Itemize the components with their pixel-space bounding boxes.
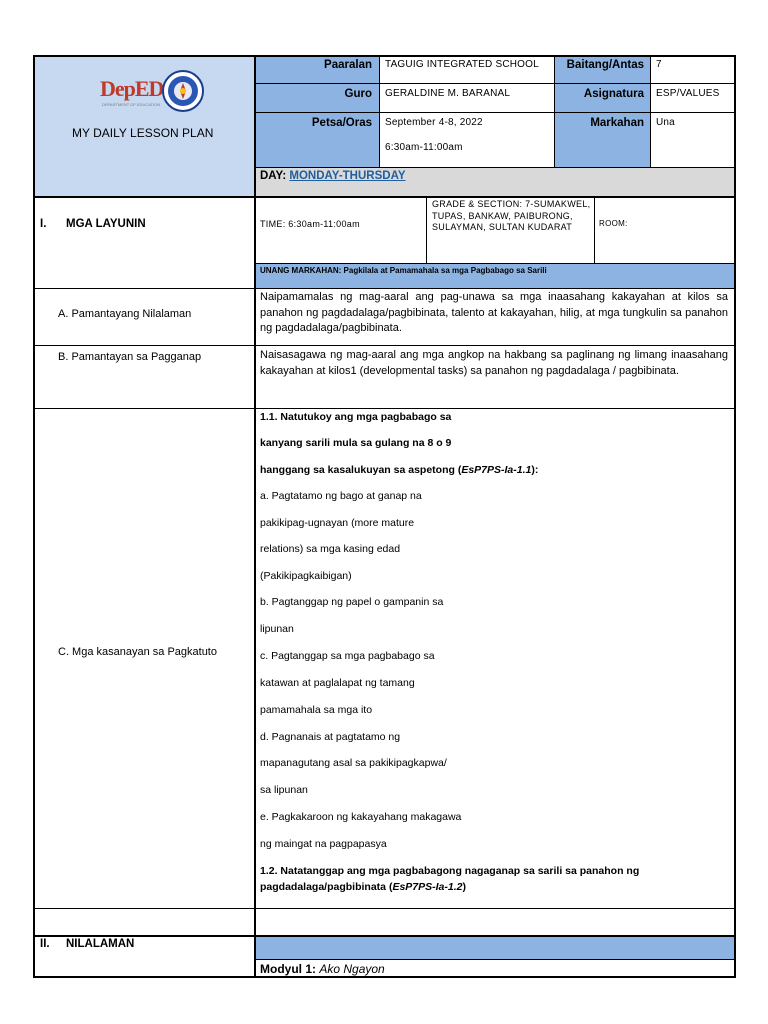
row-divider (33, 908, 736, 909)
school-label: Paaralan (324, 59, 372, 71)
competency-code-1-suffix: ): (531, 464, 539, 476)
competency-line: a. Pagtatamo ng bago at ganap na (260, 490, 422, 502)
competency-line: 1.1. Natutukoy ang mga pagbabago sa (260, 411, 452, 423)
competency-line: ng maingat na pagpapasya (260, 838, 387, 850)
quarter-value: Una (656, 117, 675, 128)
date-value: September 4-8, 2022 (385, 117, 483, 128)
competency-line: pakikipag-ugnayan (more mature (260, 517, 415, 529)
deped-logo-subtext: DEPARTMENT OF EDUCATION (102, 102, 161, 107)
competency-line: 1.2. Natatanggap ang mga pagbabagong nagaganap sa sarili sa panahon ng (260, 865, 640, 877)
competency-line: pamamahala sa mga ito (260, 704, 373, 716)
table-border-bottom (33, 976, 736, 978)
section-1-title: MGA LAYUNIN (66, 218, 146, 230)
plan-title: MY DAILY LESSON PLAN (72, 126, 214, 140)
competency-line: lipunan (260, 623, 294, 635)
deped-seal-icon (162, 70, 204, 112)
table-border-right (734, 55, 736, 978)
room-info: ROOM: (599, 219, 628, 228)
competency-line: d. Pagnanais at pagtatamo ng (260, 731, 401, 743)
row-a-label: A. Pamantayang Nilalaman (58, 308, 192, 320)
date-label: Petsa/Oras (311, 117, 372, 129)
quarter-banner: UNANG MARKAHAN: Pagkilala at Pamamahala sa mga Pagbabago sa Sarili (260, 266, 547, 275)
row-divider (255, 263, 734, 264)
teacher-label: Guro (344, 88, 372, 100)
competency-code-2: EsP7PS-Ia-1.2 (392, 881, 463, 893)
module-label: Modyul 1: (260, 962, 316, 976)
module-title: Ako Ngayon (319, 962, 385, 976)
subject-value: ESP/VALUES (656, 88, 720, 99)
teacher-value: GERALDINE M. BARANAL (385, 88, 511, 99)
column-divider (254, 55, 256, 978)
grade-section-info: GRADE & SECTION: 7-SUMAKWEL, TUPAS, BANKAW, PAIBURONG, SULAYMAN, SULTAN KUDARAT (432, 199, 591, 232)
row-c-label: C. Mga kasanayan sa Pagkatuto (58, 646, 217, 658)
col-divider (650, 56, 651, 168)
table-border-left (33, 55, 35, 978)
row-divider (33, 345, 736, 346)
day-label: DAY: (260, 170, 290, 182)
day-line (260, 170, 406, 182)
row-divider (255, 167, 734, 168)
competency-line: mapanagutang asal sa pakikipagkapwa/ (260, 757, 447, 769)
row-divider (33, 408, 736, 409)
section-1-number: I. (40, 218, 47, 230)
row-b-label: B. Pamantayan sa Pagganap (58, 351, 202, 363)
competency-line: kanyang sarili mula sa gulang na 8 o 9 (260, 437, 452, 449)
competency-line: katawan at paglalapat ng tamang (260, 677, 415, 689)
day-value[interactable]: MONDAY-THURSDAY (289, 170, 406, 182)
row-divider (255, 112, 734, 113)
row-divider (33, 935, 736, 937)
competency-line-with-code (260, 464, 538, 476)
row-divider (33, 196, 736, 198)
module-line (260, 962, 385, 976)
section-2-title: NILALAMAN (66, 938, 135, 950)
quarter-label: Markahan (590, 117, 644, 129)
competency-line-text: pagdadalaga/pagbibinata ( (260, 881, 393, 893)
col-divider (379, 56, 380, 168)
time-value: 6:30am-11:00am (385, 142, 463, 153)
row-a-text: Naipamamalas ng mag-aaral ang pag-unawa sa mga inaasahang kakayahan at kilos sa panahon ng pagdadalaga/pagbibinata, talento at kakayahan, hilig, at mga tungkulin sa panahon ng pagdadalaga/pagbibinata. (260, 291, 728, 334)
row-divider (255, 959, 734, 960)
row-divider (33, 288, 736, 289)
competency-line-with-code (260, 881, 466, 893)
deped-logo-text: DepED (100, 76, 164, 101)
competency-line: relations) sa mga kasing edad (260, 543, 401, 555)
grade-label: Baitang/Antas (566, 59, 644, 71)
competency-line: e. Pagkakaroon ng kakayahang makagawa (260, 811, 462, 823)
col-divider (594, 197, 595, 264)
col-divider (554, 56, 555, 168)
school-value: TAGUIG INTEGRATED SCHOOL (385, 59, 539, 70)
row-b-text: Naisasagawa ng mag-aaral ang mga angkop na hakbang sa paglinang ng limang inaasahang kakayahan at kilos1 (developmental tasks) sa panahon ng pagdadalaga / pagbibinata. (260, 349, 728, 377)
section-2-number: II. (40, 938, 50, 950)
competency-line-text: hanggang sa kasalukuyan sa aspetong ( (260, 464, 462, 476)
competency-code-2-suffix: ) (462, 881, 466, 893)
content-header-cell (255, 937, 734, 960)
time-info: TIME: 6:30am-11:00am (260, 219, 360, 229)
col-divider (426, 197, 427, 264)
competency-line: c. Pagtanggap sa mga pagbabago sa (260, 650, 435, 662)
row-divider (255, 83, 734, 84)
table-border-top (33, 55, 736, 57)
subject-label: Asignatura (583, 88, 644, 100)
competency-line: b. Pagtanggap ng papel o gampanin sa (260, 596, 444, 608)
grade-value: 7 (656, 59, 662, 70)
competency-line: sa lipunan (260, 784, 308, 796)
competency-line: (Pakikipagkaibigan) (260, 570, 352, 582)
competency-code-1: EsP7PS-Ia-1.1 (461, 464, 532, 476)
deped-logo (100, 70, 210, 114)
